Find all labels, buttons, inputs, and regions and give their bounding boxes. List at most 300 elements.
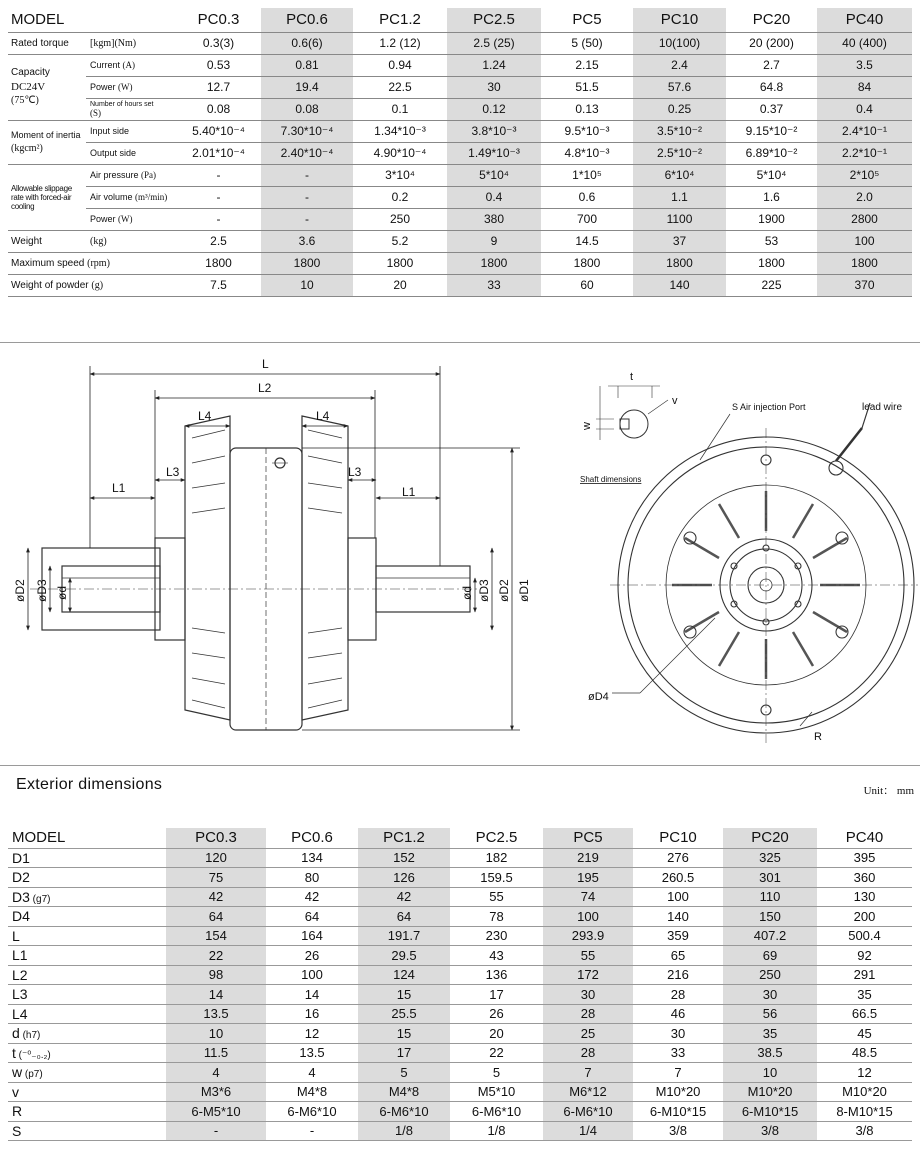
cell: 3/8: [633, 1121, 723, 1141]
dimension-tolerance: (⁻⁰₋₀.₂): [15, 1049, 51, 1061]
cell: 6-M6*10: [450, 1102, 543, 1122]
dimension-row-d4: [8, 907, 912, 927]
cell: 0.4: [817, 98, 912, 120]
dimension-row-l3: [8, 985, 912, 1005]
dimension-label: [8, 1082, 166, 1102]
dimension-label: [8, 1004, 166, 1024]
cell: 134: [266, 848, 358, 868]
model-pc0.3: PC0.3: [176, 8, 261, 32]
dimension-tolerance: (g7): [29, 893, 51, 905]
cell: M10*20: [723, 1082, 817, 1102]
cell: 230: [450, 926, 543, 946]
cell: 8-M10*15: [817, 1102, 912, 1122]
dimension-name: D2: [12, 869, 30, 886]
capacity-label-cell: [8, 54, 86, 120]
cell: 293.9: [543, 926, 633, 946]
dim-w: w: [581, 422, 593, 430]
cell: 75: [166, 868, 266, 888]
cell: 30: [633, 1024, 723, 1044]
cell: 4.8*10⁻³: [541, 142, 633, 164]
cell: 260.5: [633, 868, 723, 888]
inertia-input-row: [8, 120, 912, 142]
capacity-power-row: [8, 76, 912, 98]
dim-D3-right: øD3: [477, 579, 491, 602]
cell: 3.5*10⁻²: [633, 120, 726, 142]
dimension-name: S: [12, 1122, 22, 1139]
front-view-drawing: [610, 403, 918, 743]
dimension-label: [8, 848, 166, 868]
cell: 1/8: [450, 1121, 543, 1141]
cell: 1800: [541, 252, 633, 274]
cell: M5*10: [450, 1082, 543, 1102]
cell: 1.49*10⁻³: [447, 142, 541, 164]
cell: 0.2: [353, 186, 447, 208]
air-volume-unit: (m³/min): [135, 192, 168, 202]
exterior-model-label: MODEL: [8, 828, 166, 848]
cell: 6-M6*10: [358, 1102, 450, 1122]
dimension-row-l4: [8, 1004, 912, 1024]
cell: 69: [723, 946, 817, 966]
cell: 10: [723, 1063, 817, 1083]
cell: 64: [166, 907, 266, 927]
cell: M6*12: [543, 1082, 633, 1102]
cell: 100: [266, 965, 358, 985]
max-speed-unit: (rpm): [87, 257, 110, 269]
inertia-label-cell: [8, 120, 86, 164]
cell: 15: [358, 985, 450, 1005]
section-divider: [0, 765, 920, 766]
cell: 9.15*10⁻²: [726, 120, 817, 142]
dim-L2: L2: [258, 381, 272, 395]
cell: 1.2 (12): [353, 32, 447, 54]
cell: -: [261, 208, 353, 230]
dimension-label: [8, 926, 166, 946]
cell: -: [266, 1121, 358, 1141]
cell: 5.2: [353, 230, 447, 252]
cell: 14: [166, 985, 266, 1005]
cell: 1800: [726, 252, 817, 274]
cell: 5: [450, 1063, 543, 1083]
dimension-name: w: [12, 1064, 23, 1081]
cell: 64: [266, 907, 358, 927]
cell: 380: [447, 208, 541, 230]
cell: 1800: [817, 252, 912, 274]
cell: M4*8: [266, 1082, 358, 1102]
cell: 19.4: [261, 76, 353, 98]
cell: 2.7: [726, 54, 817, 76]
cell: 250: [353, 208, 447, 230]
dim-L4-left: L4: [198, 409, 212, 423]
capacity-label: Capacity: [11, 67, 50, 78]
capacity-temp: (75℃): [11, 95, 39, 106]
cell: 56: [723, 1004, 817, 1024]
cell: 92: [817, 946, 912, 966]
cell: 84: [817, 76, 912, 98]
cell: 22: [166, 946, 266, 966]
dimension-label: [8, 1043, 166, 1063]
cell: 12: [266, 1024, 358, 1044]
exterior-dimensions-title: Exterior dimensions: [16, 776, 163, 793]
cell: 9.5*10⁻³: [541, 120, 633, 142]
dim-D2-right: øD2: [497, 579, 511, 602]
dimension-label: [8, 985, 166, 1005]
cell: 1/8: [358, 1121, 450, 1141]
powder-row: [8, 274, 912, 296]
cell: 10: [261, 274, 353, 296]
cell: M10*20: [633, 1082, 723, 1102]
max-speed-label-cell: [8, 252, 176, 274]
dimension-name: D3: [12, 888, 30, 905]
cell: 152: [358, 848, 450, 868]
cell: 30: [447, 76, 541, 98]
powder-unit: (g): [91, 279, 104, 291]
model-pc40: PC40: [817, 8, 912, 32]
dim-L1-left: L1: [112, 481, 126, 495]
dimension-name: L3: [12, 986, 28, 1003]
air-injection-port-label: S Air injection Port: [732, 402, 806, 412]
dimension-label: [8, 946, 166, 966]
cell: 14.5: [541, 230, 633, 252]
cell: 0.25: [633, 98, 726, 120]
cell: 5: [358, 1063, 450, 1083]
cell: 159.5: [450, 868, 543, 888]
dim-D3-left: øD3: [35, 579, 49, 602]
cell: 140: [633, 274, 726, 296]
cell: 5*10⁴: [726, 164, 817, 186]
hours-label: Number of hours set: [90, 101, 154, 108]
cell: 57.6: [633, 76, 726, 98]
cell: 5.40*10⁻⁴: [176, 120, 261, 142]
cell: 0.53: [176, 54, 261, 76]
slippage-power-label-cell: [86, 208, 176, 230]
cell: 5 (50): [541, 32, 633, 54]
cell: 0.6: [541, 186, 633, 208]
cell: 40 (400): [817, 32, 912, 54]
dimension-name: d: [12, 1025, 20, 1042]
model-pc5: PC5: [541, 8, 633, 32]
cell: 25: [543, 1024, 633, 1044]
dim-D1: øD1: [517, 579, 531, 602]
cell: 2.5*10⁻²: [633, 142, 726, 164]
cell: 1*10⁵: [541, 164, 633, 186]
cell: -: [261, 164, 353, 186]
cell: 6.89*10⁻²: [726, 142, 817, 164]
cell: 150: [723, 907, 817, 927]
dim-L4-right: L4: [316, 409, 330, 423]
cell: 9: [447, 230, 541, 252]
dimension-name: v: [12, 1083, 19, 1100]
current-unit: (A): [122, 60, 136, 70]
cell: 64: [358, 907, 450, 927]
cell: 3/8: [817, 1121, 912, 1141]
shaft-dimensions-caption: Shaft dimensions: [580, 475, 642, 484]
cell: 301: [723, 868, 817, 888]
dimension-name: R: [12, 1103, 23, 1120]
shaft-detail-drawing: [596, 386, 668, 440]
cell: 1.1: [633, 186, 726, 208]
cell: 98: [166, 965, 266, 985]
dimension-row-l2: [8, 965, 912, 985]
cell: 140: [633, 907, 723, 927]
cell: 13.5: [266, 1043, 358, 1063]
cell: 2800: [817, 208, 912, 230]
cell: 136: [450, 965, 543, 985]
model-pc0.6: PC0.6: [261, 8, 353, 32]
cell: 42: [358, 887, 450, 907]
cell: 3.6: [261, 230, 353, 252]
slippage-power-row: [8, 208, 912, 230]
dimension-name: L1: [12, 947, 28, 964]
cell: 1.24: [447, 54, 541, 76]
cell: 0.1: [353, 98, 447, 120]
cell: 3/8: [723, 1121, 817, 1141]
cell: 16: [266, 1004, 358, 1024]
cell: 45: [817, 1024, 912, 1044]
dim-d-left: ød: [55, 585, 69, 600]
weight-unit: (kg): [86, 230, 176, 252]
inertia-input-label: Input side: [86, 120, 176, 142]
dim-L3-left: L3: [166, 465, 180, 479]
cell: 200: [817, 907, 912, 927]
cell: 1800: [261, 252, 353, 274]
cell: 6-M10*15: [633, 1102, 723, 1122]
cell: 0.08: [176, 98, 261, 120]
cell: M4*8: [358, 1082, 450, 1102]
inertia-unit: (kgcm²): [11, 143, 43, 154]
cell: -: [166, 1121, 266, 1141]
cell: 42: [166, 887, 266, 907]
section-divider: [0, 342, 920, 343]
ext-model-pc20: PC20: [723, 828, 817, 848]
dimension-label: [8, 887, 166, 907]
cell: 6-M10*15: [723, 1102, 817, 1122]
cell: 6-M6*10: [266, 1102, 358, 1122]
air-pressure-row: [8, 164, 912, 186]
cell: 43: [450, 946, 543, 966]
cell: 1/4: [543, 1121, 633, 1141]
air-pressure-label: Air pressure: [90, 170, 139, 180]
dimension-label: [8, 1102, 166, 1122]
cell: 33: [633, 1043, 723, 1063]
cell: 2.01*10⁻⁴: [176, 142, 261, 164]
rated-torque-label: Rated torque: [8, 32, 86, 54]
model-pc1.2: PC1.2: [353, 8, 447, 32]
cell: 51.5: [541, 76, 633, 98]
dimension-row-r: [8, 1102, 912, 1122]
cell: 2.15: [541, 54, 633, 76]
rated-torque-unit: [kgm](Nm): [86, 32, 176, 54]
current-row: [8, 54, 912, 76]
slippage-label: Allowable slippage rate with forced-air cooling: [8, 164, 86, 230]
dimension-row-t: [8, 1043, 912, 1063]
cell: 1.34*10⁻³: [353, 120, 447, 142]
dimension-name: L4: [12, 1005, 28, 1022]
max-speed-label: Maximum speed: [11, 257, 85, 269]
cell: 370: [817, 274, 912, 296]
model-pc20: PC20: [726, 8, 817, 32]
cell: 126: [358, 868, 450, 888]
cell: M10*20: [817, 1082, 912, 1102]
technical-drawing: [0, 348, 920, 763]
dimension-label: [8, 868, 166, 888]
cell: 0.94: [353, 54, 447, 76]
cell: 35: [723, 1024, 817, 1044]
cell: 0.3(3): [176, 32, 261, 54]
ext-model-pc0.3: PC0.3: [166, 828, 266, 848]
cell: 22: [450, 1043, 543, 1063]
cell: 291: [817, 965, 912, 985]
cell: -: [176, 164, 261, 186]
cell: 60: [541, 274, 633, 296]
cell: 100: [543, 907, 633, 927]
dimension-row-d2: [8, 868, 912, 888]
cell: 1800: [633, 252, 726, 274]
cell: 2.4*10⁻¹: [817, 120, 912, 142]
lead-wire-label: lead wire: [862, 402, 903, 413]
dimension-label: [8, 965, 166, 985]
cell: 55: [450, 887, 543, 907]
cell: M3*6: [166, 1082, 266, 1102]
inertia-label: Moment of inertia: [11, 130, 81, 140]
dimension-row-s: [8, 1121, 912, 1141]
dimension-tolerance: (h7): [19, 1030, 41, 1042]
ext-model-pc1.2: PC1.2: [358, 828, 450, 848]
model-label: MODEL: [8, 8, 176, 32]
cell: 4: [266, 1063, 358, 1083]
cell: 66.5: [817, 1004, 912, 1024]
cell: 48.5: [817, 1043, 912, 1063]
cell: 6-M5*10: [166, 1102, 266, 1122]
cell: 7: [633, 1063, 723, 1083]
cell: 65: [633, 946, 723, 966]
cell: 2.5: [176, 230, 261, 252]
cell: 4: [166, 1063, 266, 1083]
cell: 80: [266, 868, 358, 888]
inertia-output-label: Output side: [86, 142, 176, 164]
spec-header-row: [8, 8, 912, 32]
dimension-name: L2: [12, 966, 28, 983]
exterior-header-row: [8, 828, 912, 848]
dim-L1-right: L1: [402, 485, 416, 499]
cell: 22.5: [353, 76, 447, 98]
cell: 2*10⁵: [817, 164, 912, 186]
dimension-tolerance: (p7): [22, 1069, 43, 1081]
dimension-label: [8, 1024, 166, 1044]
cell: 46: [633, 1004, 723, 1024]
model-pc10: PC10: [633, 8, 726, 32]
hours-unit: (S): [90, 108, 101, 118]
air-pressure-label-cell: [86, 164, 176, 186]
cell: 3*10⁴: [353, 164, 447, 186]
cell: 20 (200): [726, 32, 817, 54]
cell: 6*10⁴: [633, 164, 726, 186]
dim-t: t: [630, 371, 634, 383]
cell: 20: [353, 274, 447, 296]
dimension-label: [8, 1121, 166, 1141]
specification-table: [8, 8, 912, 297]
cell: 26: [450, 1004, 543, 1024]
dimension-row-d3: [8, 887, 912, 907]
slippage-power-unit: (W): [118, 214, 133, 224]
cell: 182: [450, 848, 543, 868]
cell: 250: [723, 965, 817, 985]
ext-model-pc5: PC5: [543, 828, 633, 848]
air-volume-row: [8, 186, 912, 208]
dim-R: R: [814, 731, 822, 743]
dimension-label: [8, 1063, 166, 1083]
cell: 3.5: [817, 54, 912, 76]
cell: 1800: [353, 252, 447, 274]
cell: 0.81: [261, 54, 353, 76]
cell: 0.37: [726, 98, 817, 120]
cell: 30: [543, 985, 633, 1005]
max-speed-row: [8, 252, 912, 274]
cell: 700: [541, 208, 633, 230]
cell: 164: [266, 926, 358, 946]
capacity-power-label: Power: [90, 82, 116, 92]
cell: 4.90*10⁻⁴: [353, 142, 447, 164]
exterior-dimensions-table: [8, 828, 912, 1141]
inertia-output-row: [8, 142, 912, 164]
ext-model-pc10: PC10: [633, 828, 723, 848]
cell: 100: [633, 887, 723, 907]
cell: 395: [817, 848, 912, 868]
cell: 124: [358, 965, 450, 985]
cell: 110: [723, 887, 817, 907]
dimension-row-d: [8, 1024, 912, 1044]
cell: 28: [633, 985, 723, 1005]
cell: 7: [543, 1063, 633, 1083]
cell: 0.6(6): [261, 32, 353, 54]
cell: 53: [726, 230, 817, 252]
dimension-name: D1: [12, 849, 30, 866]
cell: 120: [166, 848, 266, 868]
cell: 172: [543, 965, 633, 985]
dimension-row-l1: [8, 946, 912, 966]
cell: 29.5: [358, 946, 450, 966]
weight-label: Weight: [8, 230, 86, 252]
cell: 28: [543, 1004, 633, 1024]
dimension-name: D4: [12, 908, 30, 925]
weight-row: [8, 230, 912, 252]
cell: 12.7: [176, 76, 261, 98]
dim-L3-right: L3: [348, 465, 362, 479]
cell: 2.0: [817, 186, 912, 208]
cell: 10(100): [633, 32, 726, 54]
cell: 1900: [726, 208, 817, 230]
current-label: Current: [90, 60, 121, 70]
cell: 2.40*10⁻⁴: [261, 142, 353, 164]
cell: -: [261, 186, 353, 208]
cell: 359: [633, 926, 723, 946]
cell: 2.2*10⁻¹: [817, 142, 912, 164]
cell: 13.5: [166, 1004, 266, 1024]
dimension-row-d1: [8, 848, 912, 868]
cell: 30: [723, 985, 817, 1005]
cell: 325: [723, 848, 817, 868]
powder-label-cell: [8, 274, 176, 296]
ext-model-pc40: PC40: [817, 828, 912, 848]
cell: 1100: [633, 208, 726, 230]
cell: 130: [817, 887, 912, 907]
cell: 0.12: [447, 98, 541, 120]
cell: 42: [266, 887, 358, 907]
hours-label-cell: [86, 98, 176, 120]
cell: 28: [543, 1043, 633, 1063]
cell: 11.5: [166, 1043, 266, 1063]
dimension-label: [8, 907, 166, 927]
air-volume-label: Air volume: [90, 192, 133, 202]
